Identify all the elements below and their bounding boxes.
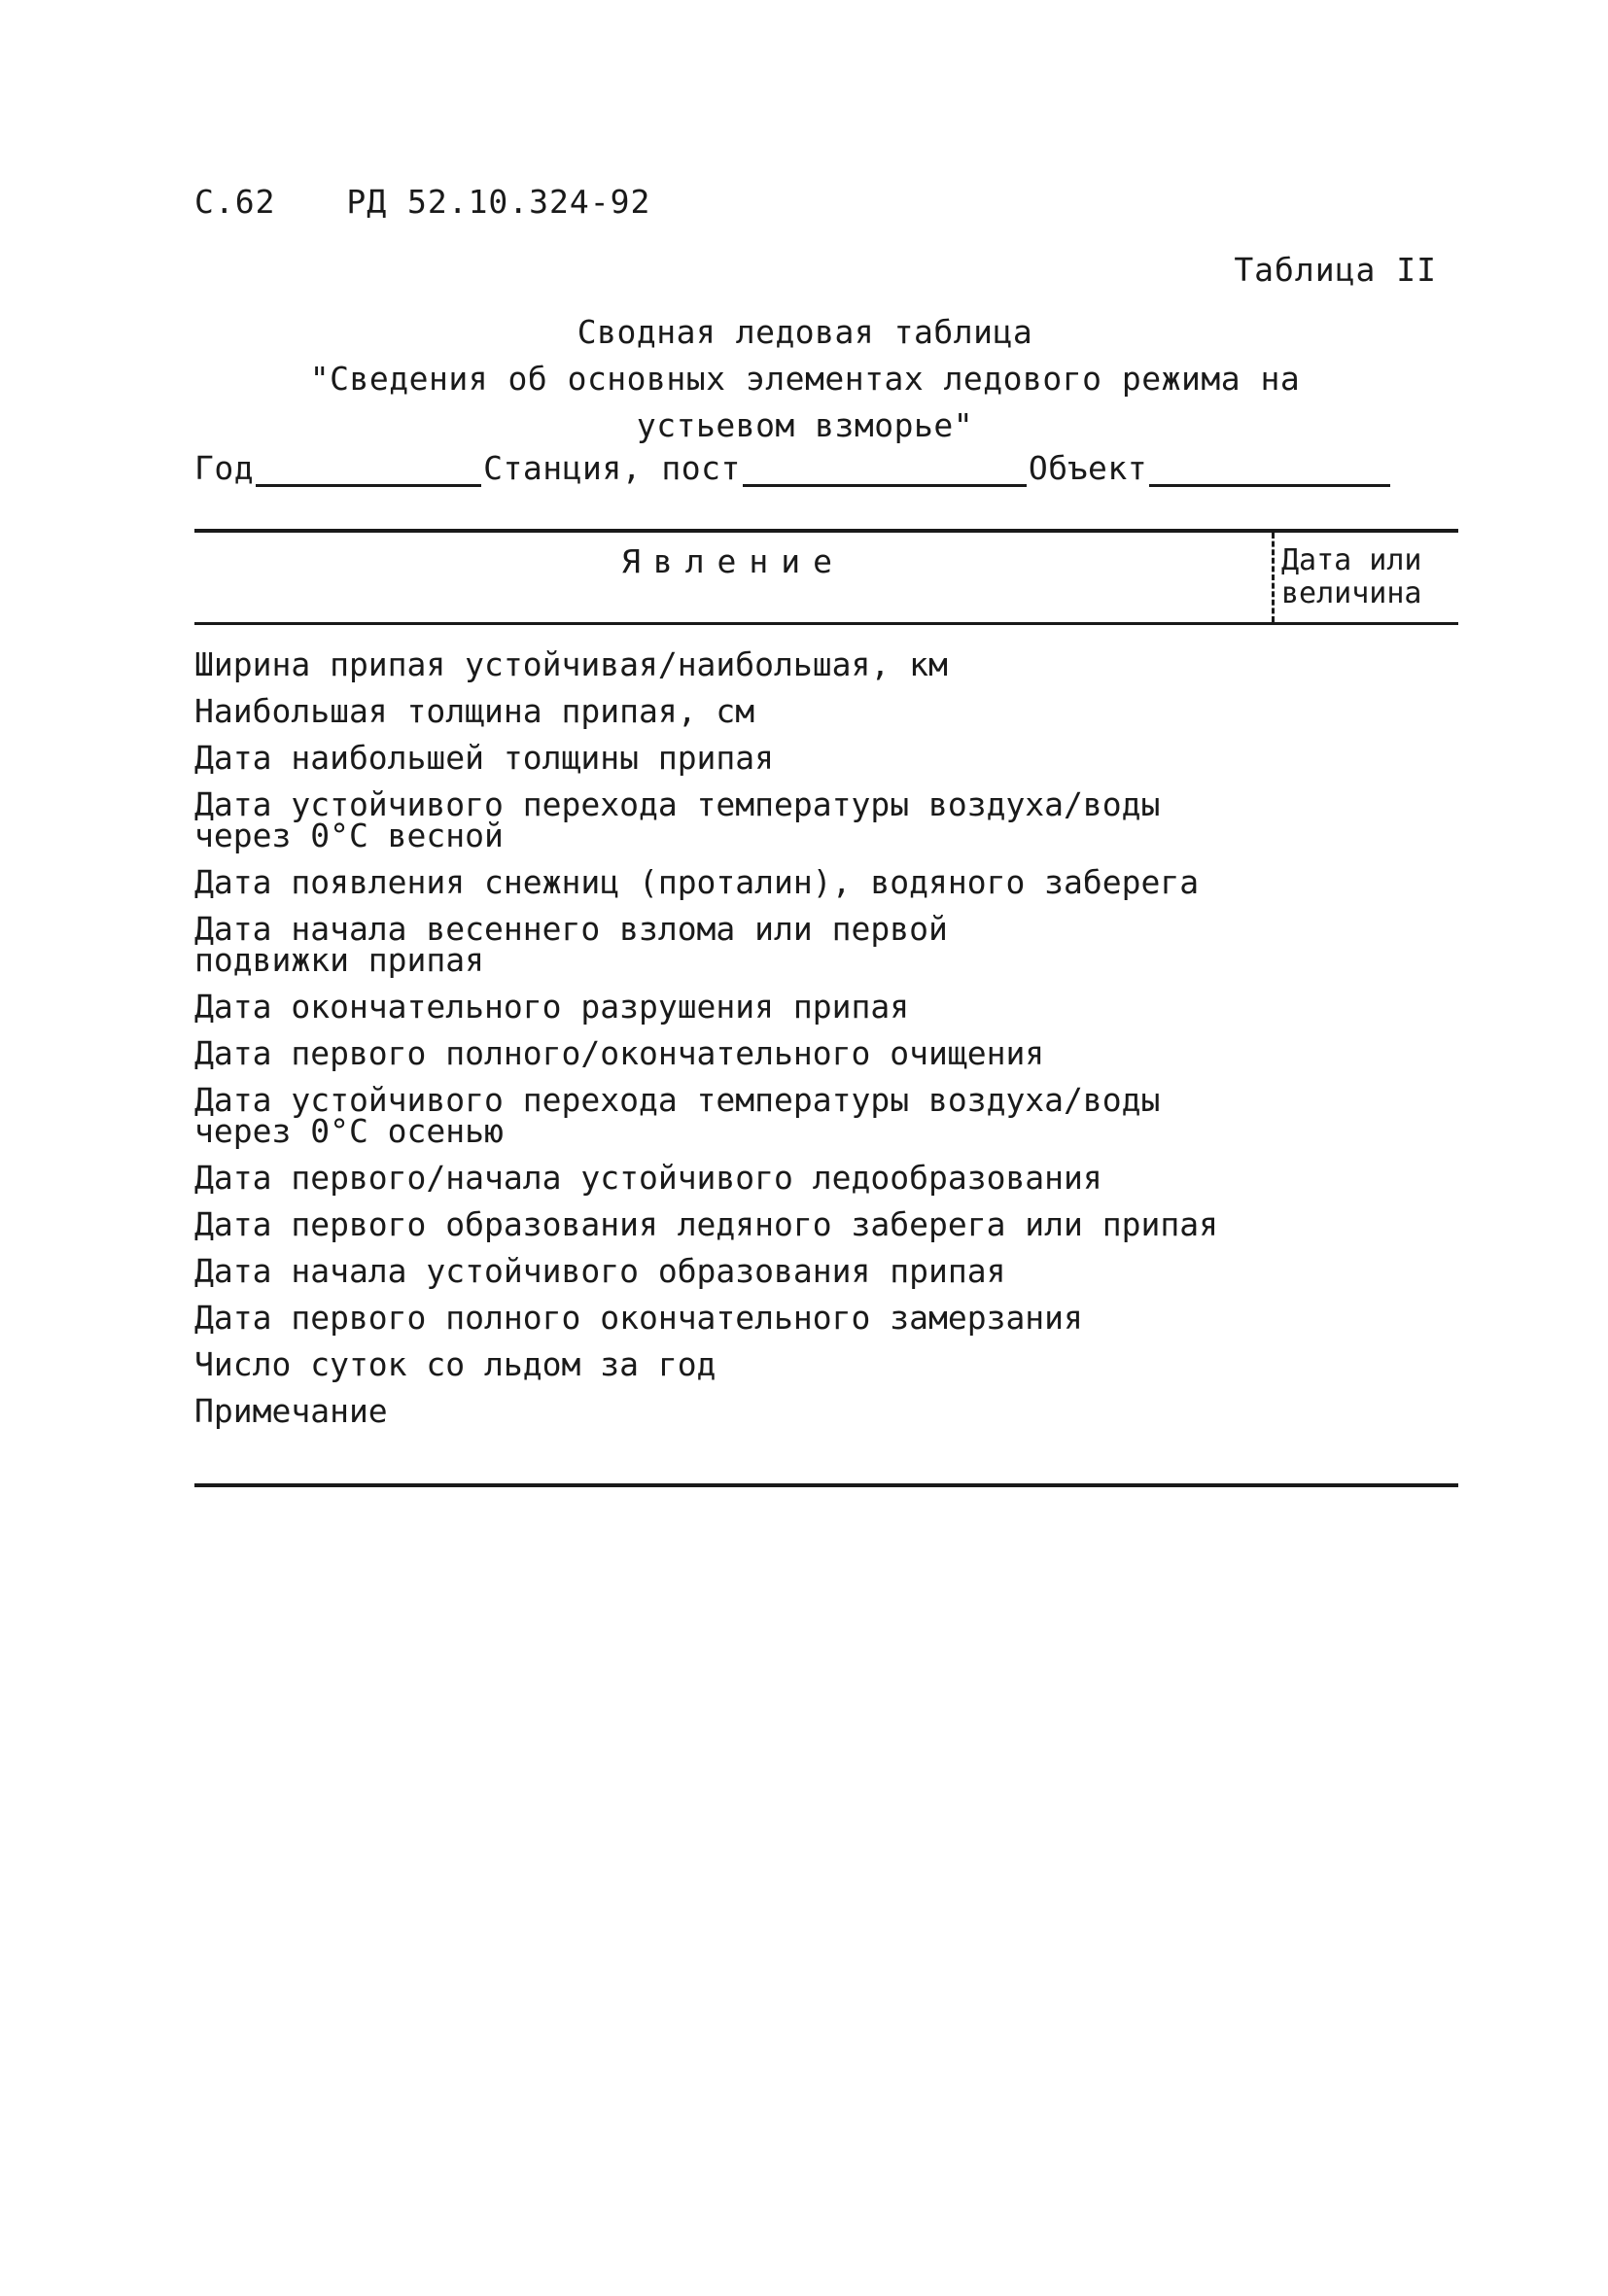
table-row: Ширина припая устойчивая/наибольшая, км: [194, 645, 948, 683]
table-bottom-rule: [194, 1483, 1458, 1487]
table-row: Примечание: [194, 1392, 388, 1430]
year-label: Год: [194, 449, 255, 487]
column-header-date-or-value: Дата или величина: [1281, 543, 1422, 610]
table-row: Дата первого полного/окончательного очищения: [194, 1034, 1045, 1072]
table-row: Дата устойчивого перехода температуры воздуха/воды через 0°С осенью: [194, 1081, 1161, 1150]
station-blank[interactable]: [743, 451, 1027, 487]
title-line-1: Сводная ледовая таблица: [577, 313, 1033, 351]
table-row: Дата начала устойчивого образования припая: [194, 1252, 1006, 1290]
page-header: [194, 183, 650, 221]
page-number: С.62: [194, 183, 276, 221]
object-blank[interactable]: [1149, 451, 1390, 487]
column-header-phenomenon: Явление: [620, 542, 846, 580]
table-row: Дата появления снежниц (проталин), водяного заберега: [194, 863, 1200, 901]
table-row: Дата наибольшей толщины припая: [194, 739, 775, 777]
table-row: Дата первого/начала устойчивого ледообразования: [194, 1159, 1102, 1197]
table-row: Число суток со льдом за год: [194, 1345, 717, 1383]
table-number: Таблица II: [1234, 251, 1437, 289]
table-top-rule: [194, 529, 1458, 533]
document-code: РД 52.10.324-92: [346, 183, 651, 221]
table-row: Дата окончательного разрушения припая: [194, 988, 910, 1026]
station-label: Станция, пост: [483, 449, 741, 487]
object-label: Объект: [1028, 449, 1148, 487]
column-divider: [1272, 533, 1275, 622]
table-row: Дата устойчивого перехода температуры воздуха/воды через 0°С весной: [194, 785, 1161, 854]
table-row: Дата начала весеннего взлома или первой подвижки припая: [194, 910, 948, 979]
title-line-3: устьевом взморье": [636, 406, 974, 444]
table-row: Наибольшая толщина припая, см: [194, 692, 755, 730]
table-title: [194, 309, 1416, 449]
title-line-2: "Сведения об основных элементах ледового режима на: [309, 360, 1301, 398]
table-row: Дата первого образования ледяного заберега или припая: [194, 1205, 1218, 1243]
year-blank[interactable]: [256, 451, 481, 487]
form-fields-line: [194, 449, 1416, 487]
phenomena-list: [194, 645, 1283, 1443]
table-header-rule: [194, 622, 1458, 625]
table-row: Дата первого полного окончательного замерзания: [194, 1299, 1083, 1337]
